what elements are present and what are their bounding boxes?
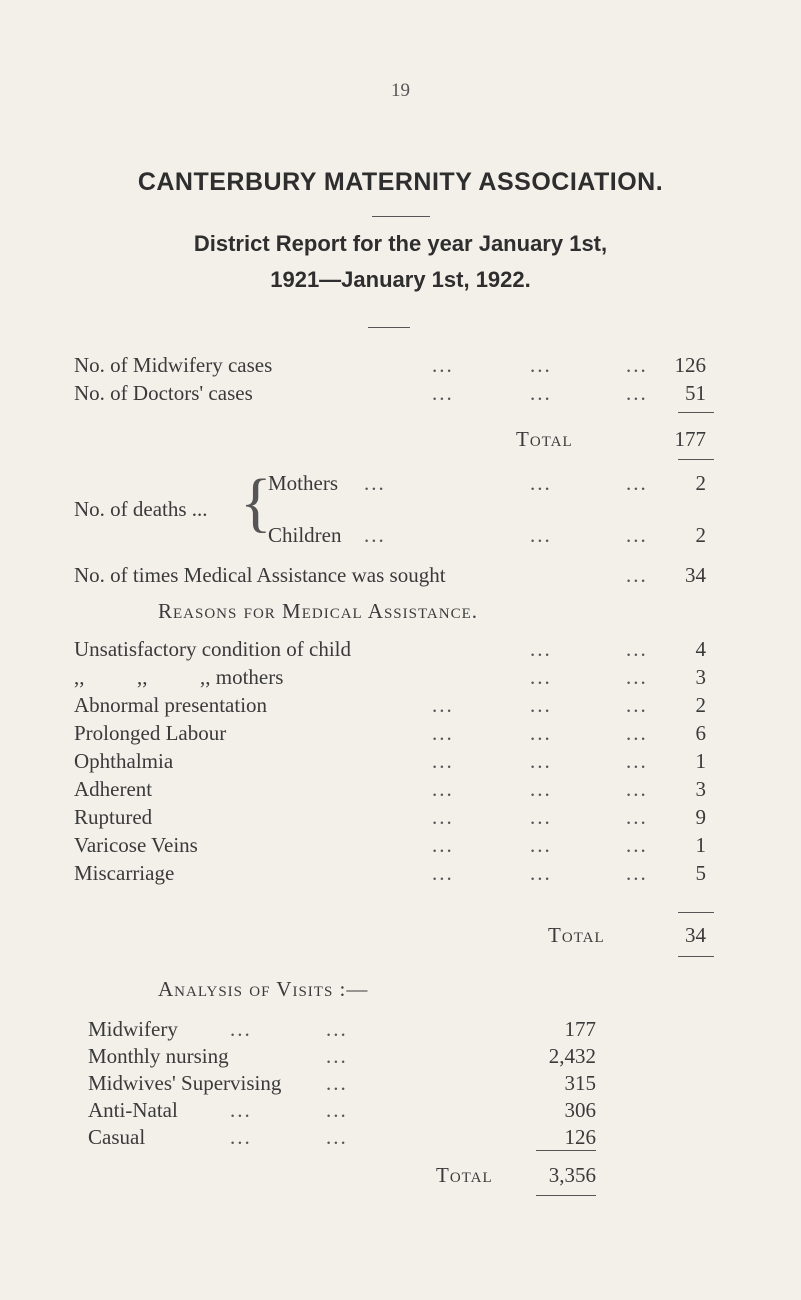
deaths-children-value: 2	[695, 523, 706, 547]
leader-dots: ...	[626, 665, 648, 689]
reason-value: 4	[695, 637, 706, 661]
subtitle-line-1: District Report for the year January 1st,	[193, 231, 608, 256]
leader-dots: ...	[432, 777, 454, 801]
reason-label: Varicose Veins	[74, 833, 198, 857]
leader-dots: ...	[230, 1125, 252, 1149]
leader-dots: ...	[530, 637, 552, 661]
subtitle-divider	[368, 327, 410, 328]
leader-dots: ...	[626, 777, 648, 801]
leader-dots: ...	[626, 833, 648, 857]
deaths-children-label: Children	[268, 523, 342, 547]
leader-dots: ...	[230, 1098, 252, 1122]
reason-label: Ophthalmia	[74, 749, 174, 773]
visits-total-rule	[536, 1195, 596, 1196]
reason-value: 1	[695, 749, 706, 773]
leader-dots: ...	[626, 721, 648, 745]
leader-dots: ...	[626, 805, 648, 829]
leader-dots: ...	[626, 693, 648, 717]
cases-sum-rule	[678, 412, 714, 413]
leader-dots: ...	[432, 749, 454, 773]
reasons-total-label: Total	[548, 923, 605, 947]
leader-dots: ...	[432, 833, 454, 857]
leader-dots: ...	[530, 777, 552, 801]
reason-value: 2	[695, 693, 706, 717]
leader-dots: ...	[230, 1017, 252, 1041]
cases-total-rule	[678, 459, 714, 460]
reason-value: 6	[695, 721, 706, 745]
visits-sum-rule	[536, 1150, 596, 1151]
leader-dots: ...	[364, 471, 386, 495]
visit-label: Anti-Natal	[88, 1098, 178, 1122]
visit-value: 306	[564, 1098, 596, 1122]
leader-dots: ...	[530, 805, 552, 829]
reason-label: Adherent	[74, 777, 153, 801]
reasons-total-value: 34	[685, 923, 706, 947]
cases-total-value: 177	[674, 427, 706, 451]
leader-dots: ...	[626, 749, 648, 773]
reason-value: 5	[695, 861, 706, 885]
leader-dots: ...	[326, 1044, 348, 1068]
leader-dots: ...	[530, 833, 552, 857]
bracket-brace: {	[240, 466, 272, 539]
reason-label: Abnormal presentation	[74, 693, 268, 717]
leader-dots: ...	[626, 637, 648, 661]
leader-dots: ...	[530, 471, 552, 495]
reasons-heading: Reasons for Medical Assistance.	[158, 599, 479, 623]
visit-value: 2,432	[548, 1044, 596, 1068]
reason-label: Miscarriage	[74, 861, 175, 885]
page-number: 19	[391, 80, 410, 101]
doctors-cases-value: 51	[685, 381, 706, 405]
visit-value: 126	[564, 1125, 596, 1149]
title-divider	[372, 216, 430, 217]
leader-dots: ...	[530, 523, 552, 547]
subtitle-line-2: 1921—January 1st, 1922.	[270, 267, 531, 292]
reason-value: 3	[695, 777, 706, 801]
leader-dots: ...	[432, 861, 454, 885]
leader-dots: ...	[326, 1125, 348, 1149]
visit-value: 315	[564, 1071, 596, 1095]
leader-dots: ...	[432, 693, 454, 717]
leader-dots: ...	[626, 523, 648, 547]
leader-dots: ...	[626, 861, 648, 885]
page-title: CANTERBURY MATERNITY ASSOCIATION.	[137, 168, 664, 196]
leader-dots: ...	[530, 693, 552, 717]
visits-total-label: Total	[436, 1163, 493, 1187]
cases-total-label: Total	[516, 427, 573, 451]
leader-dots: ...	[326, 1098, 348, 1122]
leader-dots: ...	[432, 381, 454, 405]
leader-dots: ...	[326, 1071, 348, 1095]
midwifery-cases-label: No. of Midwifery cases	[74, 353, 273, 377]
medical-assistance-label: No. of times Medical Assistance was sought	[74, 563, 446, 587]
leader-dots: ...	[530, 721, 552, 745]
midwifery-cases-value: 126	[674, 353, 706, 377]
leader-dots: ...	[364, 523, 386, 547]
visits-total-value: 3,356	[548, 1163, 596, 1187]
reason-value: 3	[695, 665, 706, 689]
doctors-cases-label: No. of Doctors' cases	[74, 381, 253, 405]
leader-dots: ...	[432, 353, 454, 377]
leader-dots: ...	[530, 381, 552, 405]
reasons-total-rule	[678, 956, 714, 957]
medical-assistance-value: 34	[685, 563, 706, 587]
reason-label: Prolonged Labour	[74, 721, 227, 745]
leader-dots: ...	[326, 1017, 348, 1041]
leader-dots: ...	[626, 471, 648, 495]
deaths-mothers-value: 2	[695, 471, 706, 495]
reasons-sum-rule	[678, 912, 714, 913]
reason-label: Ruptured	[74, 805, 153, 829]
reason-label: ,, ,, ,, mothers	[74, 665, 284, 689]
reason-value: 9	[695, 805, 706, 829]
leader-dots: ...	[432, 721, 454, 745]
deaths-label: No. of deaths ...	[74, 497, 208, 521]
leader-dots: ...	[626, 381, 648, 405]
visits-heading: Analysis of Visits :—	[158, 977, 369, 1001]
leader-dots: ...	[626, 563, 648, 587]
reason-value: 1	[695, 833, 706, 857]
leader-dots: ...	[530, 749, 552, 773]
report-subtitle	[0, 226, 801, 298]
visit-label: Casual	[88, 1125, 146, 1149]
reason-label: Unsatisfactory condition of child	[74, 637, 352, 661]
visit-label: Monthly nursing	[88, 1044, 229, 1068]
leader-dots: ...	[530, 665, 552, 689]
deaths-mothers-label: Mothers	[268, 471, 338, 495]
leader-dots: ...	[432, 805, 454, 829]
leader-dots: ...	[626, 353, 648, 377]
leader-dots: ...	[530, 861, 552, 885]
visit-value: 177	[564, 1017, 596, 1041]
leader-dots: ...	[530, 353, 552, 377]
visit-label: Midwives' Supervising	[88, 1071, 282, 1095]
visit-label: Midwifery	[88, 1017, 178, 1041]
